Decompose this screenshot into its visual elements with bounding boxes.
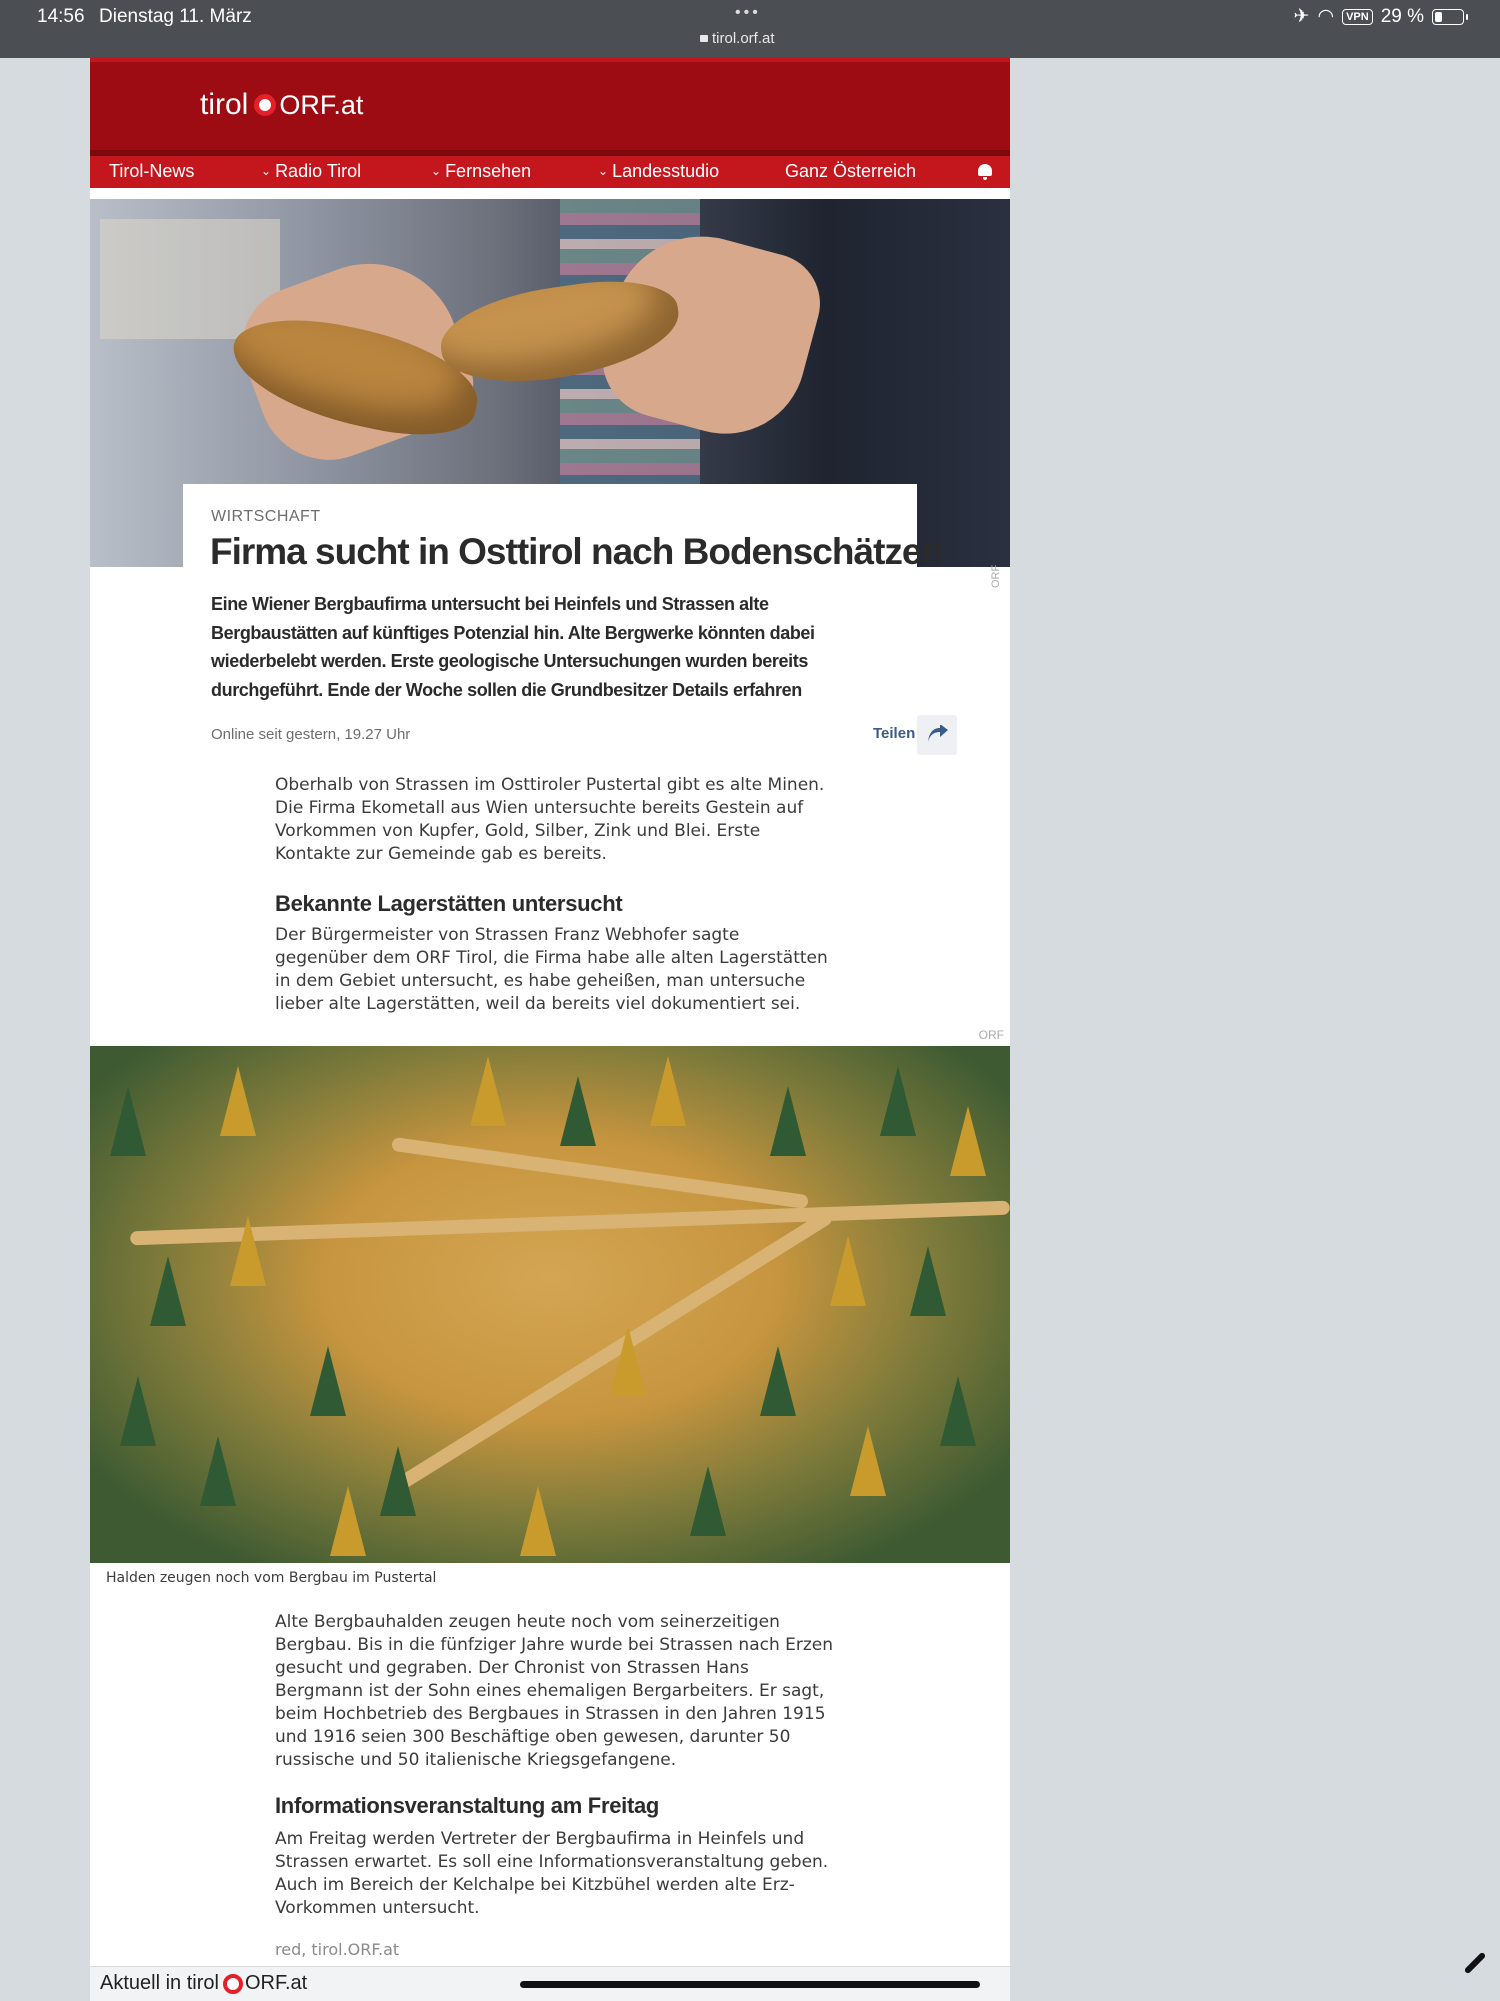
tree [310,1346,346,1416]
forest-road [391,1137,809,1209]
image-credit: ORF [990,564,1002,588]
orf-eye-icon [254,94,276,116]
more-dots-icon[interactable]: ••• [735,4,761,21]
url-text: tirol.orf.at [712,30,775,47]
logo-region: tirol [200,88,249,121]
paragraph-1: Oberhalb von Strassen im Osttiroler Pustertal gibt es alte Minen. Die Firma Ekometall aus Wien untersuchte bereits Gestein auf Vorkommen von Kupfer, Gold, Silber, Zink und Blei. Erste Kontakte zur Gemeinde gab es bereits. [275,775,825,864]
lock-icon [700,35,708,42]
vpn-badge: VPN [1342,9,1373,25]
pencil-icon[interactable] [1464,1952,1487,1975]
chevron-down-icon: ⌄ [431,164,442,178]
tree [880,1066,916,1136]
share-label[interactable]: Teilen [873,725,916,742]
image2-caption: Halden zeugen noch vom Bergbau im Pustertal [106,1570,437,1586]
bottom-bar-label [100,1972,307,1995]
article-page [90,58,1010,2000]
tree [520,1486,556,1556]
nav-radio-tirol[interactable]: ⌄ Radio Tirol [261,161,362,181]
tree [770,1086,806,1156]
subheading-1: Bekannte Lagerstätten untersucht [275,891,623,916]
status-indicators [1294,5,1464,28]
chevron-down-icon: ⌄ [598,164,609,178]
subheading-2: Informationsveranstaltung am Freitag [275,1793,660,1818]
battery-icon [1432,9,1464,25]
article-title: Firma sucht in Osttirol nach Bodenschätzen [210,531,944,572]
paragraph-4: Am Freitag werden Vertreter der Bergbaufirma in Heinfels und Strassen erwartet. Es soll eine Informationsveranstaltung geben. Auch im Bereich der Kelchalpe bei Kitzbühel werden alte Erz-Vorkommen untersucht. [275,1829,829,1918]
image2-credit: ORF [978,1028,1004,1042]
bottom-bar-brand: ORF.at [244,1972,308,1994]
main-nav [90,156,1010,188]
site-header [90,58,1010,150]
tree [610,1326,646,1396]
tree [230,1216,266,1286]
tree [560,1076,596,1146]
share-arrow-icon [927,725,949,743]
status-bar [0,0,1500,58]
nav-fernsehen[interactable]: ⌄ Fernsehen [431,161,532,181]
tree [760,1346,796,1416]
tree [650,1056,686,1126]
tree [110,1086,146,1156]
paragraph-3: Alte Bergbauhalden zeugen heute noch vom seinerzeitigen Bergbau. Bis in die fünfziger Jahre wurde bei Strassen nach Erzen gesucht und gegraben. Der Chronist von Strassen Hans Bergmann ist der Sohn eines ehemaligen Bergarbeiters. Er sagt, beim Hochbetrieb des Bergbaues in Strassen in den Jahren 1915 und 1916 seien 300 Beschäftige oben gewesen, darunter 50 russische und 50 italienische Kriegsgefangene. [275,1612,834,1770]
address-bar[interactable] [700,30,775,47]
tree [690,1466,726,1536]
bottom-bar-text: Aktuell in tirol [100,1972,219,1994]
status-time: 14:56 [37,6,85,27]
nav-tirol-news[interactable]: Tirol-News [109,161,195,181]
forest-image [90,1046,1010,1563]
tree [850,1426,886,1496]
tree [950,1106,986,1176]
status-date: Dienstag 11. März [99,6,252,27]
wifi-icon: ◠ [1317,6,1335,27]
article-category[interactable]: WIRTSCHAFT [211,508,321,525]
site-logo[interactable] [200,88,363,122]
nav-landesstudio[interactable]: ⌄ Landesstudio [598,161,720,181]
tree [150,1256,186,1326]
publish-time: Online seit gestern, 19.27 Uhr [211,726,411,743]
paragraph-2: Der Bürgermeister von Strassen Franz Webhofer sagte gegenüber dem ORF Tirol, die Firma habe alle alten Lagerstätten in dem Gebiet untersucht, es habe geheißen, man untersuche lieber alte Lagerstätten, weil da bereits viel dokumentiert sei. [275,925,828,1014]
bell-icon[interactable] [978,164,992,176]
tree [380,1446,416,1516]
tree [940,1376,976,1446]
tree [830,1236,866,1306]
article-byline: red, tirol.ORF.at [275,1940,400,1959]
airplane-icon: ✈ [1293,6,1310,27]
tree [910,1246,946,1316]
article-lead: Eine Wiener Bergbaufirma untersucht bei Heinfels und Strassen alte Bergbaustätten auf künftiges Potenzial hin. Alte Bergwerke könnten dabei wiederbelebt werden. Erste geologische Untersuchungen wurden bereits durchgeführt. Ende der Woche sollen die Grundbesitzer Details erfahren [211,594,815,700]
chevron-down-icon: ⌄ [261,164,272,178]
tree [120,1376,156,1446]
tree [200,1436,236,1506]
tree [220,1066,256,1136]
share-button[interactable] [917,715,957,755]
battery-percent: 29 % [1380,5,1424,27]
orf-eye-icon [223,1974,243,1994]
nav-ganz-oesterreich[interactable]: Ganz Österreich [785,161,917,181]
tree [330,1486,366,1556]
home-indicator[interactable] [520,1981,980,1988]
logo-brand: ORF.at [279,89,364,120]
tree [470,1056,506,1126]
